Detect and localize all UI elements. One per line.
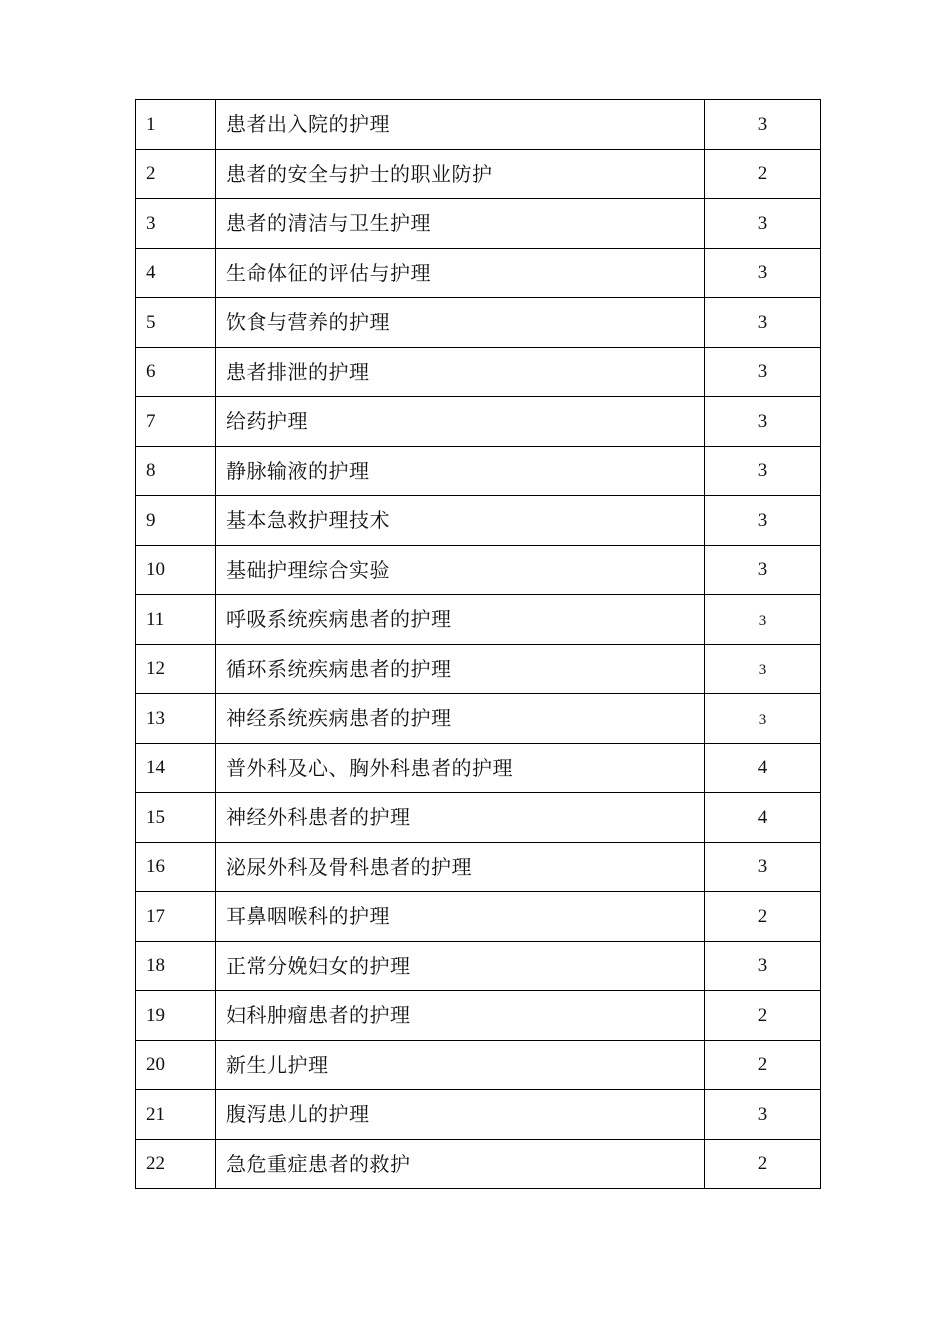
course-hours: 3: [705, 644, 821, 694]
course-hours: 3: [705, 595, 821, 645]
course-name: 患者的安全与护士的职业防护: [216, 149, 705, 199]
course-name: 新生儿护理: [216, 1040, 705, 1090]
row-number: 16: [136, 842, 216, 892]
row-number: 9: [136, 496, 216, 546]
row-number: 17: [136, 892, 216, 942]
table-row: [136, 298, 821, 348]
table-row: [136, 941, 821, 991]
table-row: [136, 1090, 821, 1140]
course-name: 泌尿外科及骨科患者的护理: [216, 842, 705, 892]
course-name: 耳鼻咽喉科的护理: [216, 892, 705, 942]
row-number: 19: [136, 991, 216, 1041]
course-hours: 2: [705, 1040, 821, 1090]
row-number: 22: [136, 1139, 216, 1189]
course-hours: 3: [705, 545, 821, 595]
table-row: [136, 842, 821, 892]
row-number: 11: [136, 595, 216, 645]
course-name: 基本急救护理技术: [216, 496, 705, 546]
course-hours: 2: [705, 991, 821, 1041]
table-row: [136, 347, 821, 397]
table-row: [136, 199, 821, 249]
course-name: 静脉输液的护理: [216, 446, 705, 496]
table-row: [136, 644, 821, 694]
course-name: 呼吸系统疾病患者的护理: [216, 595, 705, 645]
row-number: 15: [136, 793, 216, 843]
course-name: 患者出入院的护理: [216, 100, 705, 150]
table-row: [136, 793, 821, 843]
course-hours: 3: [705, 496, 821, 546]
row-number: 7: [136, 397, 216, 447]
table-row: [136, 496, 821, 546]
course-hours: 3: [705, 248, 821, 298]
table-row: [136, 595, 821, 645]
course-hours: 3: [705, 1090, 821, 1140]
course-name: 普外科及心、胸外科患者的护理: [216, 743, 705, 793]
table-row: [136, 100, 821, 150]
table-row: [136, 545, 821, 595]
table-row: [136, 991, 821, 1041]
row-number: 6: [136, 347, 216, 397]
course-hours: 3: [705, 397, 821, 447]
course-hours: 3: [705, 941, 821, 991]
course-name: 神经外科患者的护理: [216, 793, 705, 843]
course-name: 患者的清洁与卫生护理: [216, 199, 705, 249]
row-number: 5: [136, 298, 216, 348]
course-hours: 3: [705, 298, 821, 348]
table-row: [136, 1139, 821, 1189]
course-name: 循环系统疾病患者的护理: [216, 644, 705, 694]
row-number: 10: [136, 545, 216, 595]
course-hours: 2: [705, 892, 821, 942]
row-number: 4: [136, 248, 216, 298]
course-name: 神经系统疾病患者的护理: [216, 694, 705, 744]
table-row: [136, 694, 821, 744]
course-hours: 3: [705, 694, 821, 744]
row-number: 3: [136, 199, 216, 249]
course-hours: 3: [705, 100, 821, 150]
row-number: 8: [136, 446, 216, 496]
course-name: 妇科肿瘤患者的护理: [216, 991, 705, 1041]
course-name: 基础护理综合实验: [216, 545, 705, 595]
course-hours: 3: [705, 199, 821, 249]
course-name: 患者排泄的护理: [216, 347, 705, 397]
course-name: 急危重症患者的救护: [216, 1139, 705, 1189]
row-number: 1: [136, 100, 216, 150]
course-name: 正常分娩妇女的护理: [216, 941, 705, 991]
table-row: [136, 743, 821, 793]
course-hours: 3: [705, 446, 821, 496]
table-row: [136, 248, 821, 298]
table-row: [136, 1040, 821, 1090]
table-body: [136, 100, 821, 1189]
table-row: [136, 892, 821, 942]
course-hours: 4: [705, 793, 821, 843]
row-number: 2: [136, 149, 216, 199]
course-hours: 2: [705, 1139, 821, 1189]
course-name: 生命体征的评估与护理: [216, 248, 705, 298]
course-hours: 4: [705, 743, 821, 793]
row-number: 21: [136, 1090, 216, 1140]
row-number: 12: [136, 644, 216, 694]
row-number: 14: [136, 743, 216, 793]
table-row: [136, 149, 821, 199]
row-number: 13: [136, 694, 216, 744]
course-name: 给药护理: [216, 397, 705, 447]
course-hours: 3: [705, 842, 821, 892]
course-name: 腹泻患儿的护理: [216, 1090, 705, 1140]
course-hours: 2: [705, 149, 821, 199]
course-name: 饮食与营养的护理: [216, 298, 705, 348]
course-hours: 3: [705, 347, 821, 397]
row-number: 18: [136, 941, 216, 991]
course-hours-table: [135, 99, 821, 1189]
row-number: 20: [136, 1040, 216, 1090]
table-row: [136, 397, 821, 447]
table-row: [136, 446, 821, 496]
